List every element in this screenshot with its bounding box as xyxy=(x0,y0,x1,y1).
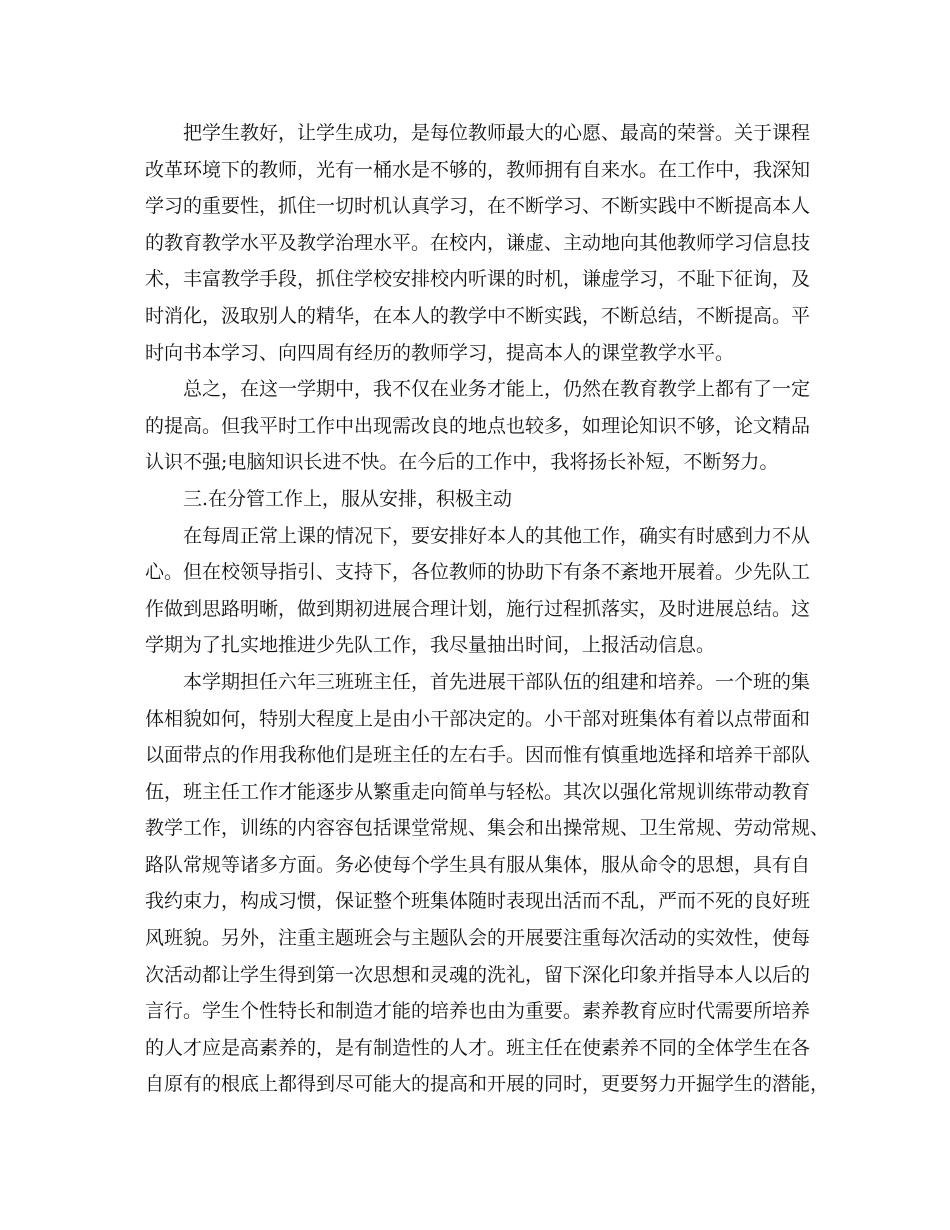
text-line: 伍，班主任工作才能逐步从繁重走向简单与轻松。其次以强化常规训练带动教育 xyxy=(145,780,811,803)
body-text xyxy=(145,115,830,1103)
text-line: 学期为了扎实地推进少先队工作，我尽量抽出时间，上报活动信息。 xyxy=(145,634,716,657)
text-line: 总之，在这一学期中，我不仅在业务才能上，仍然在教育教学上都有了一定 xyxy=(183,378,811,401)
text-line: 风班貌。另外，注重主题班会与主题队会的开展要注重每次活动的实效性，使每 xyxy=(145,927,811,950)
text-line: 时消化，汲取别人的精华，在本人的教学中不断实践，不断总结，不断提高。平 xyxy=(145,304,811,327)
text-line: 次活动都让学生得到第一次思想和灵魂的洗礼，留下深化印象并指导本人以后的 xyxy=(145,963,811,986)
text-line: 在每周正常上课的情况下，要安排好本人的其他工作，确实有时感到力不从 xyxy=(183,524,811,547)
text-line: 以面带点的作用我称他们是班主任的左右手。因而惟有慎重地选择和培养干部队 xyxy=(145,744,811,767)
text-line: 把学生教好，让学生成功，是每位教师最大的心愿、最高的荣誉。关于课程 xyxy=(183,122,811,144)
text-line: 自原有的根底上都得到尽可能大的提高和开展的同时，更要努力开掘学生的潜能， xyxy=(145,1073,830,1096)
text-line: 我约束力，构成习惯，保证整个班集体随时表现出活而不乱，严而不死的良好班 xyxy=(145,890,811,913)
text-line: 体相貌如何，特别大程度上是由小干部决定的。小干部对班集体有着以点带面和 xyxy=(145,707,811,730)
text-line: 的人才应是高素养的，是有制造性的人才。班主任在使素养不同的全体学生在各 xyxy=(145,1036,811,1059)
text-line: 作做到思路明晰，做到期初进展合理计划，施行过程抓落实，及时进展总结。这 xyxy=(145,597,811,620)
text-line: 路队常规等诸多方面。务必使每个学生具有服从集体，服从命令的思想，具有自 xyxy=(145,853,811,876)
text-line: 改革环境下的教师，光有一桶水是不够的，教师拥有自来水。在工作中，我深知 xyxy=(145,158,811,181)
text-line: 本学期担任六年三班班主任，首先进展干部队伍的组建和培养。一个班的集 xyxy=(183,670,811,693)
text-line: 言行。学生个性特长和制造才能的培养也由为重要。素养教育应时代需要所培养 xyxy=(145,1000,811,1023)
text-line: 的教育教学水平及教学治理水平。在校内，谦虚、主动地向其他教师学习信息技 xyxy=(145,231,811,254)
text-line: 心。但在校领导指引、支持下，各位教师的协助下有条不紊地开展着。少先队工 xyxy=(145,561,811,584)
text-line: 学习的重要性，抓住一切时机认真学习，在不断学习、不断实践中不断提高本人 xyxy=(145,195,811,218)
text-line: 三.在分管工作上，服从安排，积极主动 xyxy=(183,487,513,510)
text-line: 的提高。但我平时工作中出现需改良的地点也较多，如理论知识不够，论文精品 xyxy=(145,414,811,437)
text-line: 认识不强;电脑知识长进不快。在今后的工作中，我将扬长补短，不断努力。 xyxy=(145,451,779,474)
text-line: 术，丰富教学手段，抓住学校安排校内听课的时机，谦虚学习，不耻下征询，及 xyxy=(145,268,811,291)
text-line: 教学工作，训练的内容容包括课堂常规、集会和出操常规、卫生常规、劳动常规、 xyxy=(145,817,830,840)
text-line: 时向书本学习、向四周有经历的教师学习，提高本人的课堂教学水平。 xyxy=(145,341,735,364)
